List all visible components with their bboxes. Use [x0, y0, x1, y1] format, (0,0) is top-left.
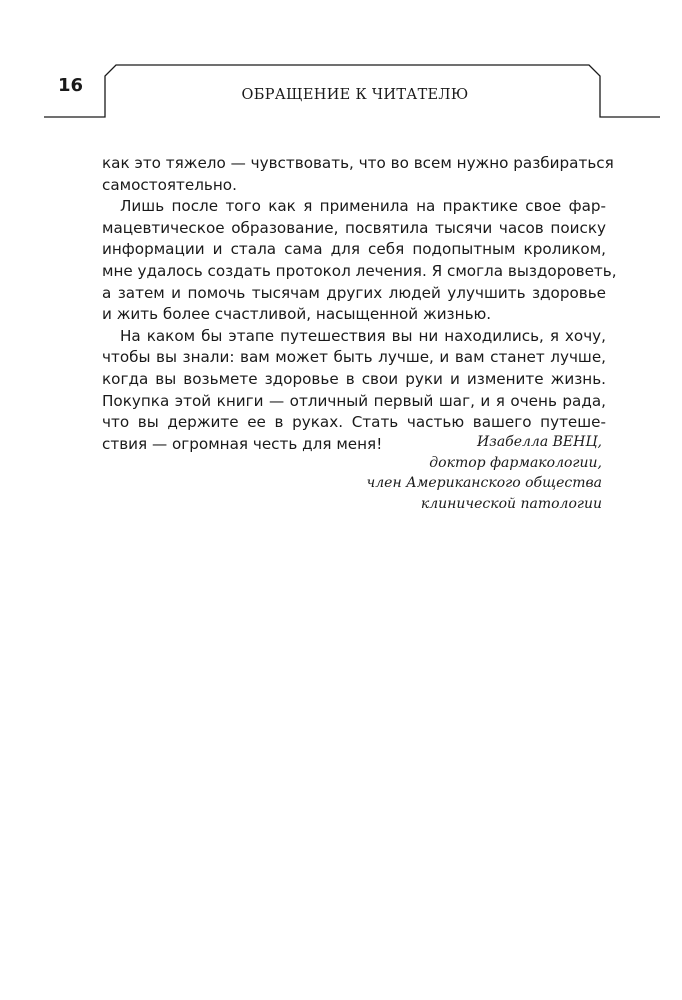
text-line: Лишь после того как я применила на практике свое фар-	[120, 197, 606, 216]
body-text	[102, 153, 617, 455]
text-line: мацевтическое образование, посвятила тысячи часов поиску	[102, 218, 606, 237]
author-signature	[367, 432, 602, 514]
text-line: Покупка этой книги — отличный первый шаг, и я очень рада,	[102, 391, 606, 410]
text-line: чтобы вы знали: вам может быть лучше, и вам станет лучше,	[102, 348, 606, 367]
text-line: а затем и помочь тысячам других людей улучшить здоровье	[102, 283, 606, 302]
text-line: ствия — огромная честь для меня!	[102, 434, 383, 453]
author-affiliation-line: член Американского общества	[366, 475, 602, 491]
running-header-title: ОБРАЩЕНИЕ К ЧИТАТЕЛЮ	[241, 87, 469, 103]
running-header-frame	[0, 0, 682, 140]
text-line: когда вы возьмете здоровье в свои руки и измените жизнь.	[102, 369, 606, 388]
text-line: На каком бы этапе путешествия вы ни находились, я хочу,	[120, 326, 606, 345]
author-title: доктор фармакологии,	[429, 454, 602, 471]
text-line: что вы держите ее в руках. Стать частью вашего путеше-	[102, 413, 606, 432]
text-line: информации и стала сама для себя подопытным кроликом,	[102, 240, 606, 259]
text-line: и жить более счастливой, насыщенной жизнью.	[102, 305, 492, 324]
author-affiliation-line: клинической патологии	[420, 495, 602, 512]
text-line: мне удалось создать протокол лечения. Я смогла выздороветь,	[102, 261, 617, 280]
text-line: самостоятельно.	[102, 175, 237, 194]
text-line: как это тяжело — чувствовать, что во всем нужно разбираться	[102, 154, 614, 172]
page-number: 16	[58, 75, 84, 96]
author-name: Изабелла ВЕНЦ,	[476, 434, 602, 450]
